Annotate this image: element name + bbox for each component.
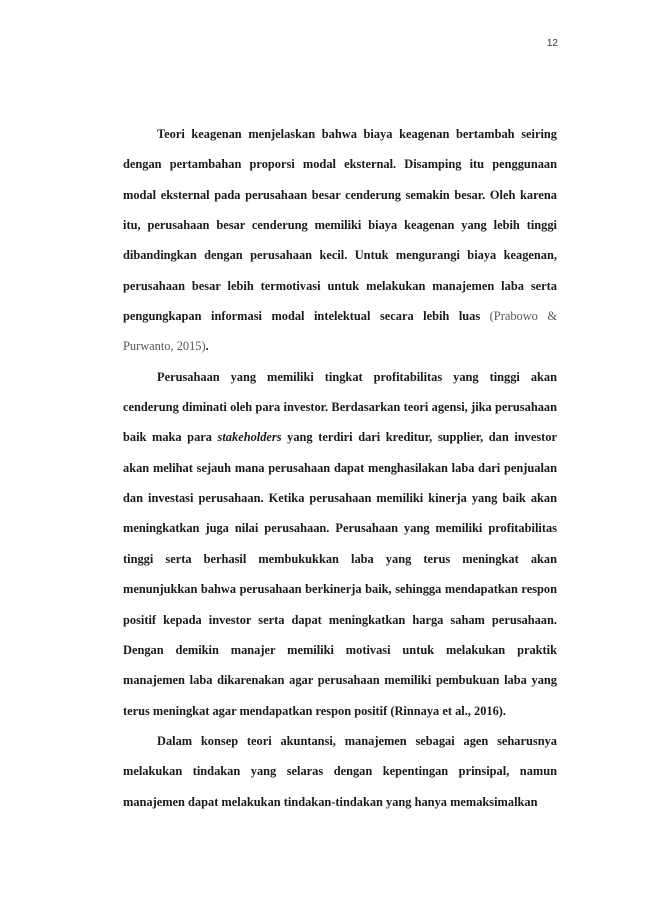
page-number: 12 [546, 38, 558, 49]
paragraph-text: Perusahaan yang memiliki tingkat profitabilitas yang tinggi akan cenderung diminati oleh para investor. Berdasarkan teori agensi, jika perusahaan baik maka para [123, 369, 557, 445]
paragraph-profitability [123, 362, 557, 726]
paragraph-text: Teori keagenan menjelaskan bahwa biaya keagenan bertambah seiring dengan pertambahan proporsi modal eksternal. Disamping itu penggunaan modal eksternal pada perusahaan besar cenderung semakin besar. Oleh karena itu, perusahaan besar cenderung memiliki biaya keagenan yang lebih tinggi dibandingkan dengan perusahaan kecil. Untuk mengurangi biaya keagenan, perusahaan besar lebih termotivasi untuk melakukan manajemen laba serta pengungkapan informasi modal intelektual secara lebih luas [123, 127, 557, 324]
italic-term: stakeholders [217, 430, 282, 445]
paragraph-end: . [205, 339, 209, 354]
paragraph-text: Dalam konsep teori akuntansi, manajemen sebagai agen seharusnya melakukan tindakan yang selaras dengan kepentingan prinsipal, namun manajemen dapat melakukan tindakan-tindakan yang hanya memaksimalkan [123, 733, 557, 809]
paragraph-accounting-theory [123, 726, 557, 817]
citation-link[interactable]: (Prabowo & Purwanto, 2015) [123, 309, 557, 354]
citation-link[interactable]: (Rinnaya et al., 2016) [390, 703, 503, 718]
body-text [123, 119, 557, 817]
paragraph-text-cont: yang terdiri dari kreditur, supplier, dan investor akan melihat sejauh mana perusahaan dapat menghasilakan laba dari penjualan dan investasi perusahaan. Ketika perusahaan memiliki kinerja yang baik akan meningkatkan juga nilai perusahaan. Perusahaan yang memiliki profitabilitas tinggi serta berhasil membukukkan laba yang terus meningkat akan menunjukkan bahwa perusahaan berkinerja baik, sehingga mendapatkan respon positif kepada investor serta dapat meningkatkan harga saham perusahaan. Dengan demikin manajer memiliki motivasi untuk melakukan praktik manajemen laba dikarenakan agar perusahaan memiliki pembukuan laba yang terus meningkat agar mendapatkan respon positif [123, 430, 557, 718]
paragraph-end: . [502, 703, 507, 718]
paragraph-agency-theory [123, 119, 557, 362]
